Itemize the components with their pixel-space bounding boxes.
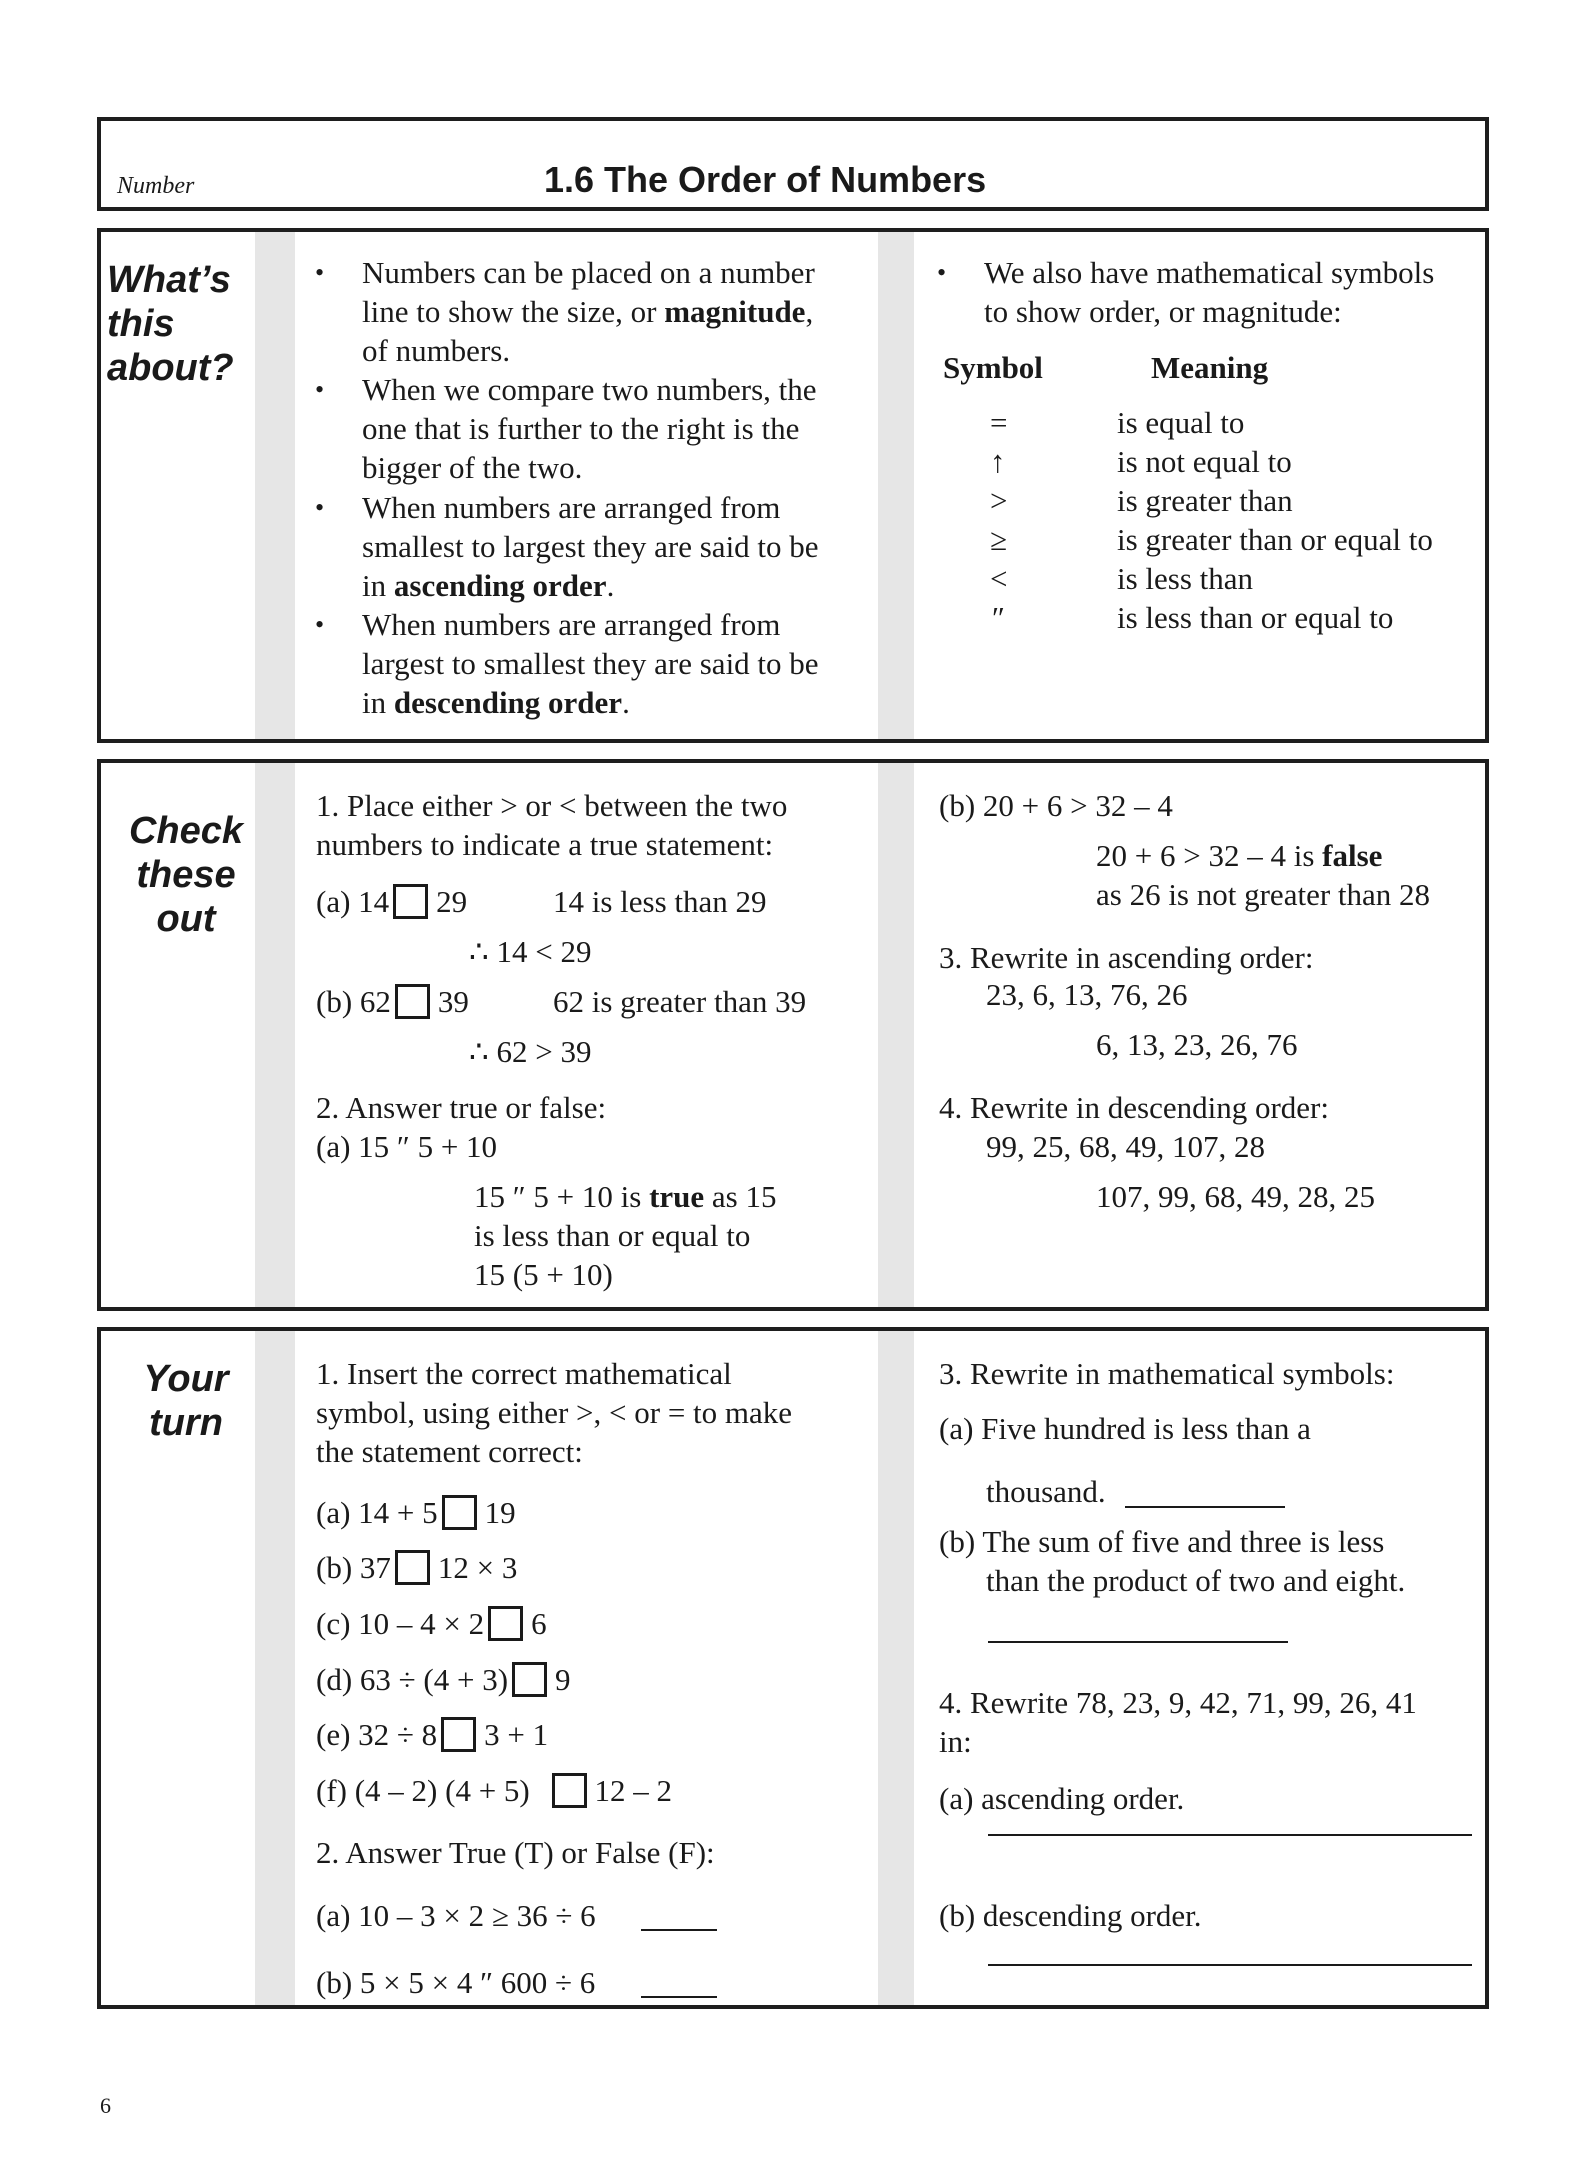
- example-answer: 20 + 6 > 32 – 4 is false: [1096, 838, 1383, 873]
- bullet-text: line to show the size, or magnitude,: [362, 294, 814, 329]
- exercise-text: (b) descending order.: [939, 1898, 1202, 1933]
- page-number: 6: [100, 2093, 111, 2118]
- answer-blank-line[interactable]: [988, 1964, 1472, 1966]
- left-gutter-band: [255, 232, 295, 739]
- header-box: [97, 117, 1489, 211]
- example-answer: 15 ″ 5 + 10 is true as 15: [474, 1179, 777, 1214]
- answer-input-box[interactable]: [488, 1606, 523, 1641]
- question-prompt: symbol, using either >, < or = to make: [316, 1395, 793, 1430]
- question-prompt: 1. Place either > or < between the two: [316, 788, 788, 823]
- question-prompt: the statement correct:: [316, 1434, 583, 1469]
- question-prompt: in:: [939, 1724, 972, 1759]
- exercise-row[interactable]: (b) 37 12 × 3: [316, 1550, 518, 1585]
- symbol-cell: ″: [990, 600, 1003, 635]
- bullet-text: When numbers are arranged from: [362, 607, 781, 642]
- symbol-cell: <: [990, 561, 1008, 596]
- section-label: Your turn: [143, 1358, 229, 1444]
- question-prompt: 4. Rewrite in descending order:: [939, 1090, 1329, 1125]
- symbol-column-header: Symbol: [943, 350, 1043, 385]
- meaning-cell: is equal to: [1117, 405, 1245, 440]
- symbol-cell: =: [990, 405, 1008, 440]
- exercise-row: (a) 10 – 3 × 2 ≥ 36 ÷ 6: [316, 1898, 596, 1933]
- example-answer: 107, 99, 68, 49, 28, 25: [1096, 1179, 1375, 1214]
- meaning-column-header: Meaning: [1151, 350, 1269, 385]
- symbol-cell: >: [990, 483, 1008, 518]
- meaning-cell: is greater than or equal to: [1117, 522, 1433, 557]
- bullet-icon: •: [315, 610, 325, 639]
- bullet-text: bigger of the two.: [362, 450, 583, 485]
- answer-box: [393, 884, 428, 919]
- exercise-text: (b) The sum of five and three is less: [939, 1524, 1385, 1559]
- bullet-icon: •: [315, 493, 325, 522]
- bullet-text: in descending order.: [362, 685, 630, 720]
- example-row: (b) 62 39: [316, 984, 469, 1019]
- answer-blank-line[interactable]: [988, 1834, 1472, 1836]
- symbol-cell: ↑: [990, 444, 1006, 479]
- question-prompt: 1. Insert the correct mathematical: [316, 1356, 732, 1391]
- intro-text: to show order, or magnitude:: [984, 294, 1342, 329]
- example-therefore: ∴ 14 < 29: [469, 934, 592, 969]
- bullet-text: one that is further to the right is the: [362, 411, 800, 446]
- answer-input-box[interactable]: [552, 1773, 587, 1808]
- example-answer: 6, 13, 23, 26, 76: [1096, 1027, 1298, 1062]
- meaning-cell: is greater than: [1117, 483, 1293, 518]
- right-gutter-band: [878, 232, 914, 739]
- exercise-row: (b) 5 × 5 × 4 ″ 600 ÷ 6: [316, 1965, 596, 2000]
- example-expression: (b) 20 + 6 > 32 – 4: [939, 788, 1173, 823]
- question-prompt: 2. Answer True (T) or False (F):: [316, 1835, 715, 1870]
- answer-blank-line[interactable]: [641, 1996, 717, 1998]
- example-therefore: ∴ 62 > 39: [469, 1034, 592, 1069]
- section-label: What’s this about?: [107, 259, 234, 389]
- bullet-text: Numbers can be placed on a number: [362, 255, 815, 290]
- exercise-row[interactable]: (d) 63 ÷ (4 + 3) 9: [316, 1662, 571, 1697]
- bullet-icon: •: [315, 258, 325, 287]
- exercise-text: than the product of two and eight.: [986, 1563, 1406, 1598]
- question-prompt: numbers to indicate a true statement:: [316, 827, 774, 862]
- exercise-text: (a) Five hundred is less than a: [939, 1411, 1311, 1446]
- example-row: (a) 14 29: [316, 884, 468, 919]
- exercise-text: (a) ascending order.: [939, 1781, 1185, 1816]
- answer-input-box[interactable]: [441, 1717, 476, 1752]
- bullet-text: of numbers.: [362, 333, 511, 368]
- chapter-kicker: Number: [117, 173, 195, 199]
- exercise-row[interactable]: (f) (4 – 2) (4 + 5) 12 – 2: [316, 1773, 672, 1808]
- exercise-text: thousand.: [986, 1474, 1106, 1509]
- right-gutter-band: [878, 763, 914, 1307]
- bullet-icon: •: [937, 258, 947, 287]
- question-prompt: 3. Rewrite in mathematical symbols:: [939, 1356, 1395, 1391]
- meaning-cell: is less than or equal to: [1117, 600, 1394, 635]
- bullet-text: in ascending order.: [362, 568, 615, 603]
- question-prompt: 3. Rewrite in ascending order:: [939, 940, 1314, 975]
- answer-input-box[interactable]: [395, 1550, 430, 1585]
- bullet-text: When numbers are arranged from: [362, 490, 781, 525]
- intro-text: We also have mathematical symbols: [984, 255, 1435, 290]
- example-answer: is less than or equal to: [474, 1218, 751, 1253]
- bullet-icon: •: [315, 375, 325, 404]
- answer-blank-line[interactable]: [641, 1929, 717, 1931]
- number-list: 99, 25, 68, 49, 107, 28: [986, 1129, 1265, 1164]
- section-your-turn: [97, 1327, 1489, 2009]
- exercise-row[interactable]: (a) 14 + 5 19: [316, 1495, 516, 1530]
- answer-blank-line[interactable]: [988, 1641, 1288, 1643]
- exercise-row[interactable]: (c) 10 – 4 × 2 6: [316, 1606, 547, 1641]
- question-prompt: 2. Answer true or false:: [316, 1090, 607, 1125]
- bullet-text: largest to smallest they are said to be: [362, 646, 819, 681]
- page-title: 1.6 The Order of Numbers: [544, 159, 987, 200]
- bullet-text: When we compare two numbers, the: [362, 372, 817, 407]
- example-explanation: 14 is less than 29: [553, 884, 767, 919]
- answer-blank-line[interactable]: [1125, 1506, 1285, 1508]
- meaning-cell: is not equal to: [1117, 444, 1292, 479]
- number-list: 23, 6, 13, 76, 26: [986, 977, 1188, 1012]
- symbol-cell: ≥: [990, 522, 1008, 557]
- example-answer: 15 (5 + 10): [474, 1257, 613, 1292]
- answer-input-box[interactable]: [442, 1495, 477, 1530]
- meaning-cell: is less than: [1117, 561, 1254, 596]
- question-prompt: 4. Rewrite 78, 23, 9, 42, 71, 99, 26, 41: [939, 1685, 1417, 1720]
- example-answer: as 26 is not greater than 28: [1096, 877, 1431, 912]
- section-whats-this-about: [97, 228, 1489, 743]
- section-label: Check these out: [128, 810, 244, 940]
- section-check-these-out: [97, 759, 1489, 1311]
- answer-input-box[interactable]: [512, 1662, 547, 1697]
- right-gutter-band: [878, 1331, 914, 2005]
- exercise-row[interactable]: (e) 32 ÷ 8 3 + 1: [316, 1717, 549, 1752]
- example-expression: (a) 15 ″ 5 + 10: [316, 1129, 498, 1164]
- example-explanation: 62 is greater than 39: [553, 984, 807, 1019]
- answer-box: [395, 984, 430, 1019]
- bullet-text: smallest to largest they are said to be: [362, 529, 819, 564]
